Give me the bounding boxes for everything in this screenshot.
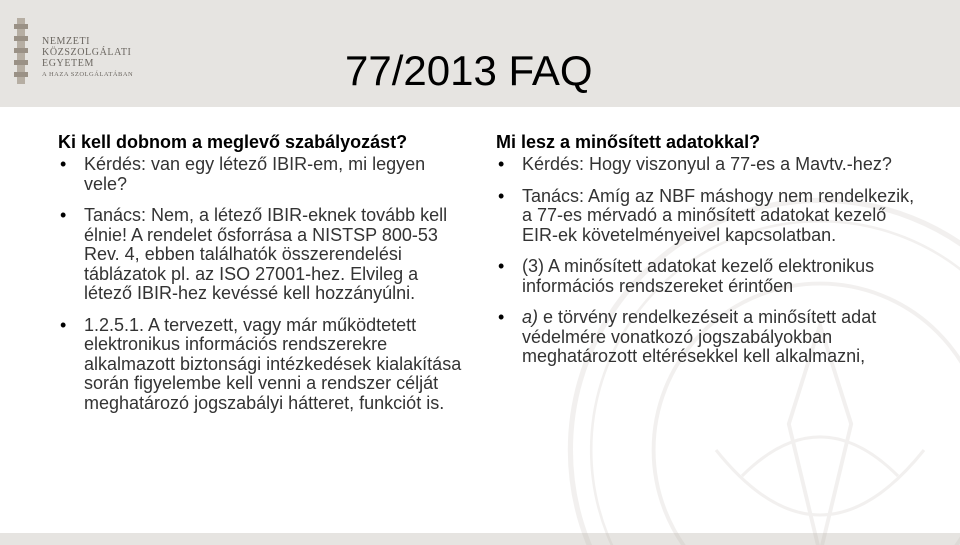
list-item: [496, 187, 926, 246]
logo-line-4: A HAZA SZOLGÁLATÁBAN: [42, 71, 134, 78]
logo-line-1: NEMZETI: [42, 36, 91, 47]
right-heading: Mi lesz a minősített adatokkal?: [496, 132, 761, 152]
list-item: [58, 316, 468, 414]
bullet-text: 1.2.5.1. A tervezett, vagy már működtetett elektronikus információs rendszerekre alkalmazott biztonsági intézkedések kialakítása során figyelembe kell venni a rendszer célját meghatározó jogszabályi hátteret, funkciót is.: [84, 314, 462, 413]
bullet-text: Kérdés: Hogy viszonyul a 77-es a Mavtv.-hez?: [522, 154, 892, 174]
bullet-icon: •: [498, 185, 505, 206]
logo-line-2: KÖZSZOLGÁLATI: [42, 47, 132, 58]
logo-emblem-icon: [10, 18, 32, 84]
logo-line-3: EGYETEM: [42, 58, 94, 69]
university-logo: [10, 14, 170, 86]
bullet-text: e törvény rendelkezéseit a minősített adat védelmére vonatkozó jogszabályokban meghatározott eltérésekkel kell alkalmazni,: [522, 307, 877, 366]
left-heading: Ki kell dobnom a meglevő szabályozást?: [58, 132, 408, 152]
list-item: [496, 308, 926, 367]
bullet-icon: •: [498, 256, 505, 276]
slide-title: 77/2013 FAQ: [345, 47, 593, 94]
right-column: [496, 131, 926, 367]
bullet-text: Tanács: Nem, a létező IBIR-eknek tovább kell élnie! A rendelet ősforrása a NISTSP 800-53 Rev. 4, ebben találhatók összerendelési táblázatok pl. az ISO 27001-hez. Elvileg a létező IBIR-hez kevéssé kell hozzányúlni.: [84, 205, 448, 303]
list-item: [496, 155, 926, 175]
right-bullet-list: [496, 155, 926, 367]
left-column: [58, 131, 468, 413]
bullet-text: (3) A minősített adatokat kezelő elektronikus információs rendszereket érintően: [522, 256, 875, 296]
list-item: [58, 206, 468, 304]
left-bullet-list: [58, 155, 468, 413]
bullet-text: Kérdés: van egy létező IBIR-em, mi legyen vele?: [84, 154, 426, 194]
bullet-icon: •: [60, 154, 67, 174]
clause-letter: a): [522, 307, 539, 327]
list-item: [58, 155, 468, 194]
list-item: [496, 257, 926, 296]
logo-text: [42, 36, 133, 80]
bullet-icon: •: [498, 154, 505, 174]
bullet-text: Tanács: Amíg az NBF máshogy nem rendelkezik, a 77-es mérvadó a minősített adatokat kezelő EIR-ek követelményeivel kapcsolatban.: [522, 185, 915, 245]
bullet-icon: •: [60, 314, 67, 335]
bullet-icon: •: [60, 205, 67, 225]
bullet-icon: •: [498, 307, 505, 327]
